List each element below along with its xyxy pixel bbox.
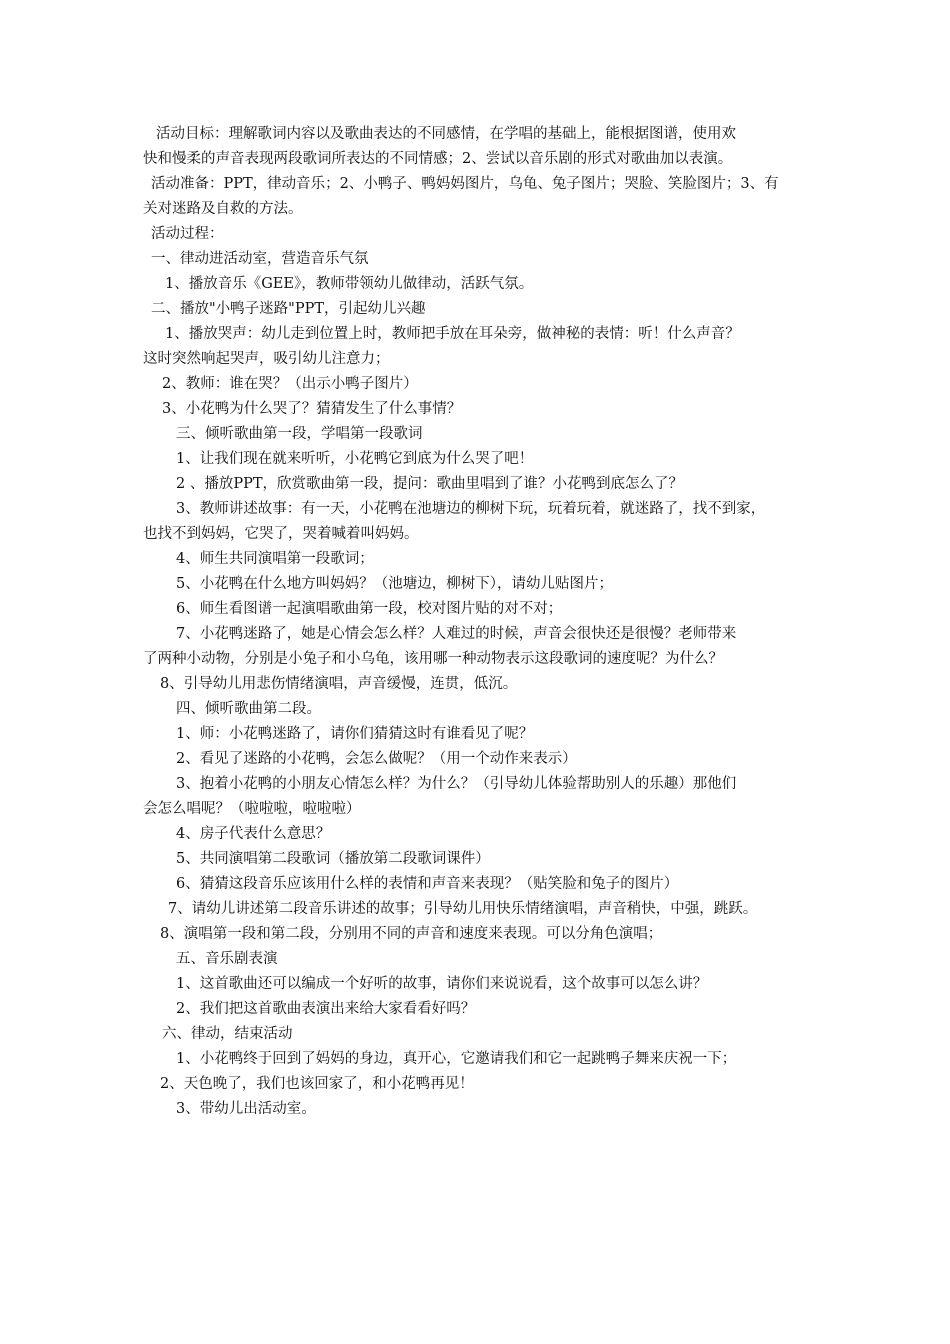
text-line: 1、小花鸭终于回到了妈妈的身边，真开心，它邀请我们和它一起跳鸭子舞来庆祝一下；	[176, 1051, 737, 1067]
text-line: 2 、播放PPT，欣赏歌曲第一段，提问：歌曲里唱到了谁？小花鸭到底怎么了？	[176, 476, 684, 492]
text-line: 4、师生共同演唱第一段歌词；	[176, 551, 374, 567]
text-line: 三、倾听歌曲第一段，学唱第一段歌词	[176, 426, 423, 442]
text-line: 1、这首歌曲还可以编成一个好听的故事，请你们来说说看，这个故事可以怎么讲？	[176, 976, 708, 992]
text-line: 1、播放音乐《GEE》，教师带领幼儿做律动，活跃气氛。	[165, 276, 534, 292]
text-line: 活动过程：	[151, 226, 224, 242]
text-line: 3、带幼儿出活动室。	[176, 1101, 316, 1117]
text-line: 5、共同演唱第二段歌词（播放第二段歌词课件）	[176, 851, 490, 867]
text-line: 3、小花鸭为什么哭了？猜猜发生了什么事情？	[162, 401, 462, 417]
text-line: 2、我们把这首歌曲表演出来给大家看看好吗？	[176, 1001, 476, 1017]
text-line: 2、天色晚了，我们也该回家了，和小花鸭再见！	[160, 1076, 474, 1092]
text-line: 8、引导幼儿用悲伤情绪演唱，声音缓慢，连贯，低沉。	[160, 676, 518, 692]
document-body	[143, 122, 823, 1122]
text-line: 一、律动进活动室，营造音乐气氛	[151, 251, 369, 267]
text-line: 1、播放哭声：幼儿走到位置上时，教师把手放在耳朵旁，做神秘的表情：听！什么声音？	[165, 326, 740, 342]
text-line: 了两种小动物，分别是小兔子和小乌龟，该用哪一种动物表示这段歌词的速度呢？为什么？	[143, 651, 723, 667]
text-line: 活动目标：理解歌词内容以及歌曲表达的不同感情，在学唱的基础上，能根据图谱，使用欢	[156, 126, 736, 142]
text-line: 活动准备：PPT，律动音乐；2、小鸭子、鸭妈妈图片，乌龟、兔子图片；哭脸、笑脸图片；3、有	[151, 176, 779, 192]
text-line: 关对迷路及自救的方法。	[143, 201, 303, 217]
text-line: 4、房子代表什么意思？	[176, 826, 331, 842]
text-line: 3、教师讲述故事：有一天，小花鸭在池塘边的柳树下玩，玩着玩着，就迷路了，找不到家，	[176, 501, 766, 517]
text-line: 这时突然响起哭声，吸引幼儿注意力；	[143, 351, 390, 367]
text-line: 六、律动，结束活动	[162, 1026, 293, 1042]
text-line: 会怎么唱呢？（啦啦啦，啦啦啦）	[143, 801, 361, 817]
text-line: 快和慢柔的声音表现两段歌词所表达的不同情感；2、尝试以音乐剧的形式对歌曲加以表演。	[143, 151, 733, 167]
text-line: 2、教师：谁在哭？（出示小鸭子图片）	[162, 376, 418, 392]
text-line: 6、师生看图谱一起演唱歌曲第一段，校对图片贴的对不对；	[176, 601, 563, 617]
text-line: 五、音乐剧表演	[176, 951, 278, 967]
text-line: 5、小花鸭在什么地方叫妈妈？（池塘边，柳树下），请幼儿贴图片；	[176, 576, 613, 592]
text-line: 7、小花鸭迷路了，她是心情会怎么样？人难过的时候，声音会很快还是很慢？老师带来	[176, 626, 737, 642]
text-line: 也找不到妈妈，它哭了，哭着喊着叫妈妈。	[143, 526, 419, 542]
text-line: 1、师：小花鸭迷路了，请你们猜猜这时有谁看见了呢？	[176, 726, 534, 742]
text-line: 6、猜猜这段音乐应该用什么样的表情和声音来表现？（贴笑脸和兔子的图片）	[176, 876, 679, 892]
text-line: 7、请幼儿讲述第二段音乐讲述的故事；引导幼儿用快乐情绪演唱，声音稍快，中强，跳跃。	[168, 901, 758, 917]
text-line: 1、让我们现在就来听听，小花鸭它到底为什么哭了吧！	[176, 451, 534, 467]
text-line: 二、播放"小鸭子迷路"PPT，引起幼儿兴趣	[151, 301, 426, 317]
text-line: 四、倾听歌曲第二段。	[176, 701, 321, 717]
text-line: 8、演唱第一段和第二段，分别用不同的声音和速度来表现。可以分角色演唱；	[160, 926, 663, 942]
text-line: 2、看见了迷路的小花鸭，会怎么做呢？（用一个动作来表示）	[176, 751, 577, 767]
text-line: 3、抱着小花鸭的小朋友心情怎么样？为什么？（引导幼儿体验帮助别人的乐趣）那他们	[176, 776, 737, 792]
